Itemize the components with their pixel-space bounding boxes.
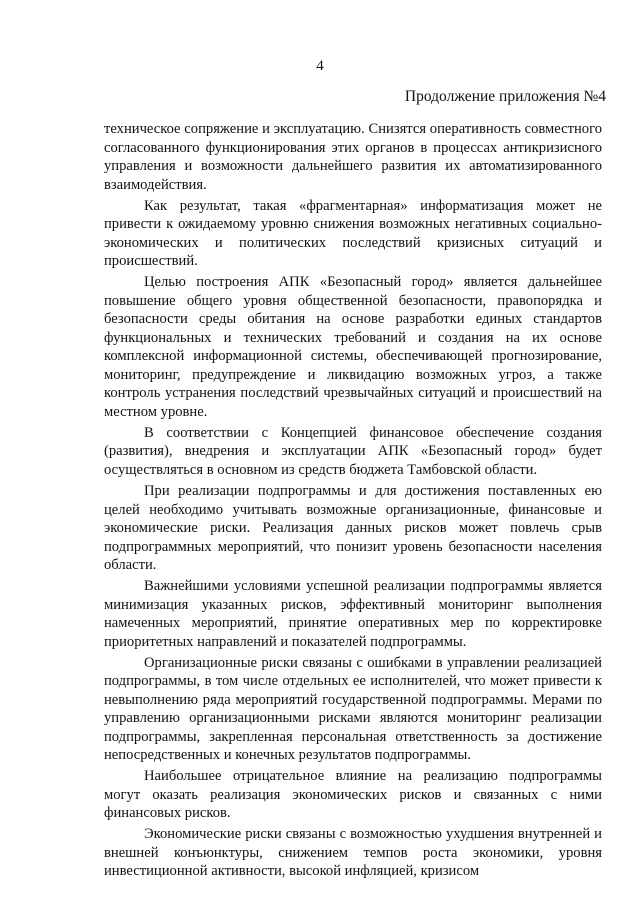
paragraph: Как результат, такая «фрагментарная» информатизация может не привести к ожидаемому уровню снижения возможных негативных социально-экономических и политических последствий кризисных ситуаций и происшествий. <box>104 197 602 270</box>
page-number: 4 <box>316 58 324 74</box>
paragraph: При реализации подпрограммы и для достижения поставленных ею целей необходимо учитывать возможные организационные, финансовые и экономические риски. Реализация данных рисков может повлечь срыв подпрограммных мероприятий, что понизит уровень безопасности населения области. <box>104 482 602 574</box>
paragraph: Экономические риски связаны с возможностью ухудшения внутренней и внешней конъюнктуры, снижением темпов роста экономики, уровня инвестиционной активности, высокой инфляцией, кризисом <box>104 826 602 880</box>
appendix-label: Продолжение приложения №4 <box>404 88 606 105</box>
paragraph: техническое сопряжение и эксплуатацию. Снизятся оперативность совместного согласованного функционирования этих органов в процессах антикризисного управления и возможности дальнейшего развития их автоматизированного взаимодействия. <box>104 121 602 193</box>
document-body <box>104 120 602 883</box>
paragraph: Целью построения АПК «Безопасный город» является дальнейшее повышение общего уровня общественной безопасности, правопорядка и безопасности среды обитания на основе разработки единых стандартов функциональных и технических требований и создания на их основе комплексной информационной системы, обеспечивающей прогнозирование, мониторинг, предупреждение и ликвидацию возможных угроз, а также контроль устранения последствий чрезвычайных ситуаций и происшествий на местном уровне. <box>104 274 602 420</box>
paragraph: В соответствии с Концепцией финансовое обеспечение создания (развития), внедрения и эксплуатации АПК «Безопасный город» будет осуществляться в основном из средств бюджета Тамбовской области. <box>104 424 602 479</box>
paragraph: Важнейшими условиями успешной реализации подпрограммы является минимизация указанных рисков, эффективный мониторинг выполнения намеченных мероприятий, принятие оперативных мер по корректировке приоритетных направлений и показателей подпрограммы. <box>104 578 602 650</box>
paragraph: Организационные риски связаны с ошибками в управлении реализацией подпрограммы, в том числе отдельных ее исполнителей, что может привести к невыполнению ряда мероприятий государственной подпрограммы. Мерами по управлению организационными рисками являются мониторинг реализации подпрограммы, закрепленная персональная ответственность за достижение непосредственных и конечных результатов подпрограммы. <box>104 654 602 764</box>
paragraph: Наибольшее отрицательное влияние на реализацию подпрограммы могут оказать реализация экономических рисков и связанных с ними финансовых рисков. <box>104 768 602 822</box>
